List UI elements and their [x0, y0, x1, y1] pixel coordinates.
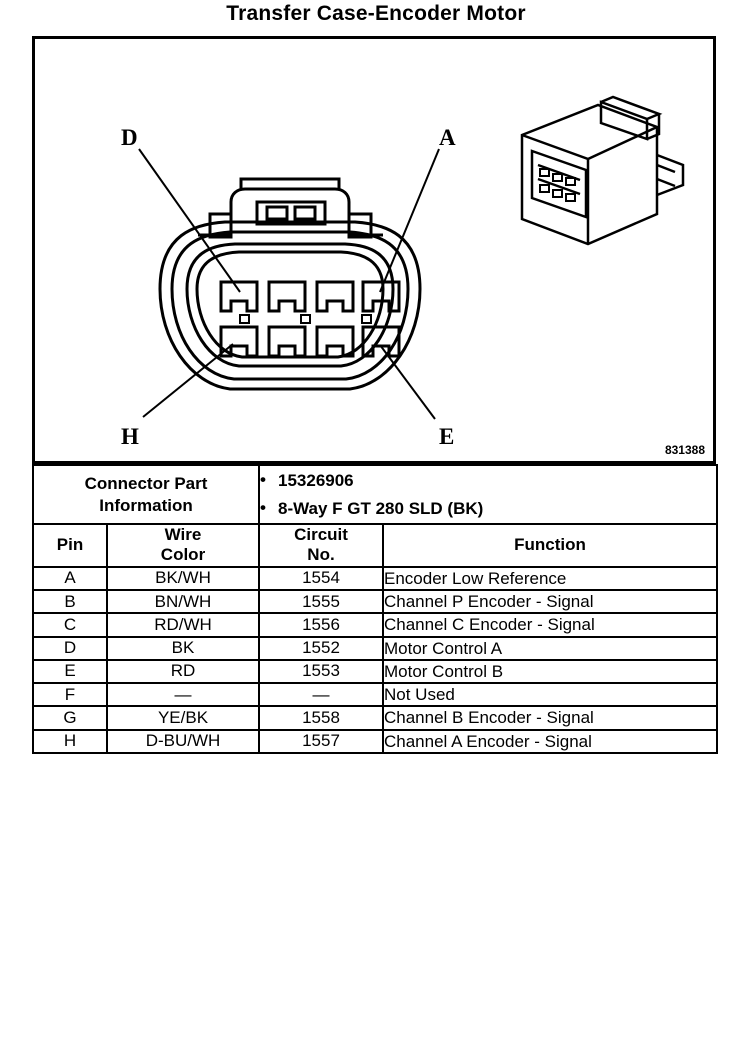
connector-table-wrapper	[32, 464, 716, 754]
page-title: Transfer Case-Encoder Motor	[226, 2, 526, 25]
table-row	[33, 706, 717, 729]
row-pin: D	[33, 637, 107, 660]
connector-part-information-values	[259, 465, 717, 524]
row-function: Encoder Low Reference	[383, 567, 717, 590]
header-wire-color	[107, 524, 259, 567]
callout-label-d: D	[121, 125, 138, 150]
header-wire-color-line1: Wire	[164, 525, 202, 544]
table-row	[33, 637, 717, 660]
header-function: Function	[383, 524, 717, 567]
row-wire-color: YE/BK	[107, 706, 259, 729]
row-pin: E	[33, 660, 107, 683]
row-circuit-no: 1553	[259, 660, 383, 683]
row-pin: C	[33, 613, 107, 636]
table-header-row	[33, 524, 717, 567]
connector-part-information-heading	[33, 465, 259, 524]
row-pin: B	[33, 590, 107, 613]
row-wire-color: BK/WH	[107, 567, 259, 590]
table-row	[33, 730, 717, 753]
row-function: Channel C Encoder - Signal	[383, 613, 717, 636]
row-wire-color: RD/WH	[107, 613, 259, 636]
table-row	[33, 613, 717, 636]
row-wire-color: BK	[107, 637, 259, 660]
figure-id: 831388	[664, 443, 705, 457]
row-circuit-no: 1557	[259, 730, 383, 753]
connector-table	[32, 464, 718, 754]
header-circuit-no	[259, 524, 383, 567]
table-row	[33, 660, 717, 683]
row-pin: G	[33, 706, 107, 729]
row-circuit-no: 1554	[259, 567, 383, 590]
row-function: Channel B Encoder - Signal	[383, 706, 717, 729]
callout-label-h: H	[121, 424, 139, 449]
connector-part-information-row	[33, 465, 717, 524]
cpi-heading-line1: Connector Part	[84, 474, 208, 494]
table-row	[33, 683, 717, 706]
row-circuit-no: 1556	[259, 613, 383, 636]
connector-diagram	[32, 36, 716, 464]
cpi-item-part-number: • 15326906	[260, 468, 716, 494]
row-function: Not Used	[383, 683, 717, 706]
row-function: Motor Control A	[383, 637, 717, 660]
row-circuit-no: —	[259, 683, 383, 706]
row-wire-color: —	[107, 683, 259, 706]
cpi-heading-line2: Information	[99, 495, 193, 515]
header-circuit-line2: No.	[307, 545, 335, 565]
row-wire-color: D-BU/WH	[107, 730, 259, 753]
callout-label-e: E	[439, 424, 455, 449]
header-pin: Pin	[33, 524, 107, 567]
row-function: Motor Control B	[383, 660, 717, 683]
connector-illustration	[35, 39, 719, 467]
row-function: Channel P Encoder - Signal	[383, 590, 717, 613]
row-circuit-no: 1558	[259, 706, 383, 729]
row-pin: F	[33, 683, 107, 706]
row-wire-color: RD	[107, 660, 259, 683]
row-pin: H	[33, 730, 107, 753]
row-function: Channel A Encoder - Signal	[383, 730, 717, 753]
table-row	[33, 567, 717, 590]
cpi-item-description: • 8-Way F GT 280 SLD (BK)	[260, 496, 716, 522]
row-circuit-no: 1552	[259, 637, 383, 660]
row-circuit-no: 1555	[259, 590, 383, 613]
row-pin: A	[33, 567, 107, 590]
header-wire-color-line2: Color	[160, 545, 206, 565]
table-row	[33, 590, 717, 613]
header-circuit-line1: Circuit	[294, 525, 348, 544]
callout-label-a: A	[439, 125, 456, 150]
row-wire-color: BN/WH	[107, 590, 259, 613]
